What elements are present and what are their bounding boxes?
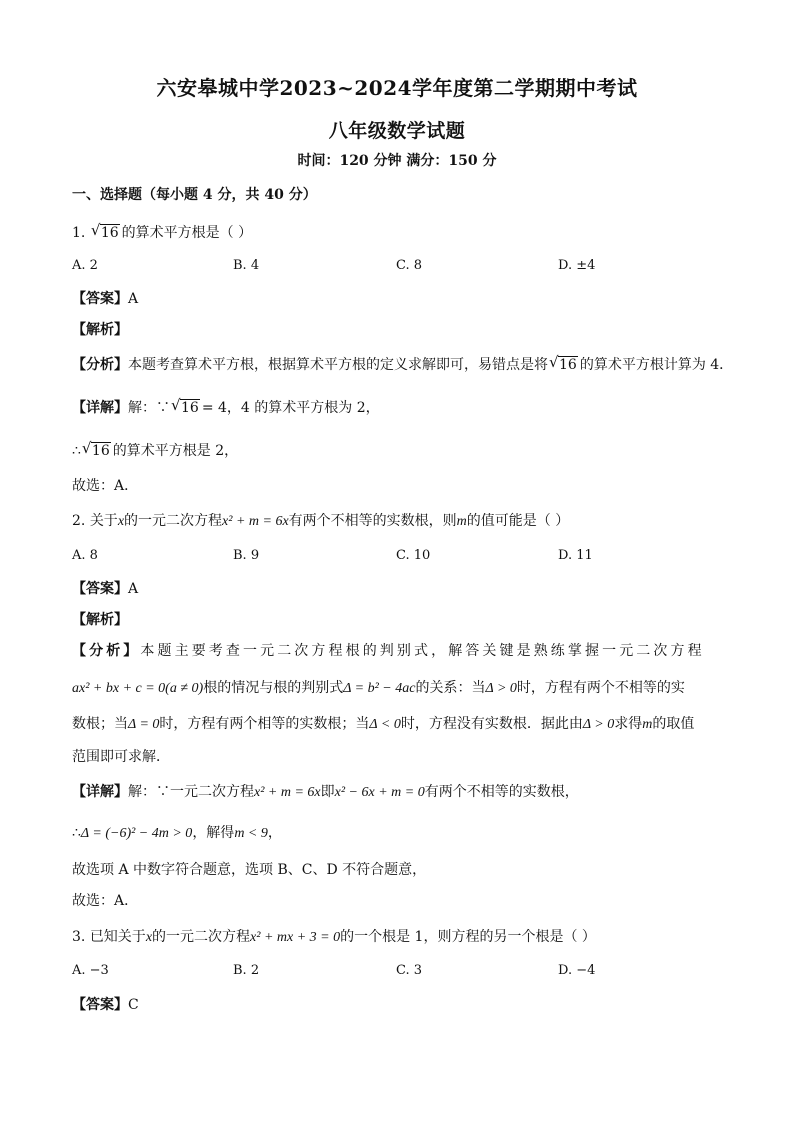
analysis-text-line-3: 数根；当Δ = 0时，方程有两个相等的实数根；当Δ < 0时，方程没有实数根．据此由Δ > 0求得m的取值 xyxy=(72,716,695,732)
detail-line-3: 故选项 A 中数字符合题意，选项 B、C、D 不符合题意， xyxy=(72,862,427,878)
analysis-text: 【分析】本题考查算术平方根，根据算术平方根的定义求解即可，易错点是将 √ 16 的算术平方根计算为 4． xyxy=(72,353,734,373)
analysis-text-line-4: 范围即可求解． xyxy=(72,749,170,765)
question-number: 1. xyxy=(72,225,86,241)
option-a: A. 2 xyxy=(72,258,98,273)
question-3-stem: 3. 已知关于x的一元二次方程x² + mx + 3 = 0的一个根是 1，则方程的另一个根是（ ） xyxy=(72,929,596,945)
page-subtitle: 八年级数学试题 xyxy=(328,120,466,142)
section-heading: 一、选择题（每小题 4 分，共 40 分） xyxy=(72,187,317,203)
answer-value: A xyxy=(128,291,139,307)
answer-line: 【答案】A xyxy=(72,581,139,597)
option-d: D. ±4 xyxy=(558,258,596,273)
question-text: 的算术平方根是（ ） xyxy=(121,225,253,241)
detail-line-2: ∴ √ 16 的算术平方根是 2， xyxy=(72,439,239,459)
answer-value: A xyxy=(128,581,139,597)
option-a: A. 8 xyxy=(72,548,98,563)
choose-line: 故选：A． xyxy=(72,893,139,909)
detail-text: 【详解】解：∵一元二次方程x² + m = 6x即x² − 6x + m = 0有两个不相等的实数根， xyxy=(72,784,579,800)
page-title: 六安皋城中学2023~2024学年度第二学期期中考试 xyxy=(156,76,638,100)
detail-line-2: ∴Δ = (−6)² − 4m > 0，解得m < 9， xyxy=(72,825,282,841)
option-c: C. 8 xyxy=(396,258,423,273)
analysis-tag: 【解析】 xyxy=(72,612,128,628)
option-d: D. 11 xyxy=(558,548,593,563)
choose-line: 故选：A． xyxy=(72,478,139,494)
exam-meta: 时间：120 分钟 满分：150 分 xyxy=(297,153,497,169)
option-b: B. 4 xyxy=(233,258,260,273)
option-a: A. −3 xyxy=(72,963,109,978)
option-c: C. 3 xyxy=(396,963,423,978)
answer-line: 【答案】A xyxy=(72,291,139,307)
question-2-stem: 2. 关于x的一元二次方程x² + m = 6x有两个不相等的实数根，则m的值可能是（ ） xyxy=(72,513,570,529)
analysis-text-line-1: 【分析】本题主要考查一元二次方程根的判别式，解答关键是熟练掌握一元二次方程 xyxy=(72,643,705,659)
analysis-text-line-2: ax² + bx + c = 0(a ≠ 0)根的情况与根的判别式Δ = b² − 4ac的关系：当Δ > 0时，方程有两个不相等的实 xyxy=(72,680,685,696)
question-1-stem xyxy=(72,222,252,242)
option-b: B. 2 xyxy=(233,963,260,978)
answer-value: C xyxy=(128,997,139,1013)
option-b: B. 9 xyxy=(233,548,260,563)
sqrt-expression: √ 16 xyxy=(90,221,119,241)
answer-line: 【答案】C xyxy=(72,997,139,1013)
detail-text: 【详解】解：∵ √ 16 = 4，4 的算术平方根为 2， xyxy=(72,396,380,416)
option-d: D. −4 xyxy=(558,963,596,978)
option-c: C. 10 xyxy=(396,548,431,563)
analysis-tag: 【解析】 xyxy=(72,322,128,338)
